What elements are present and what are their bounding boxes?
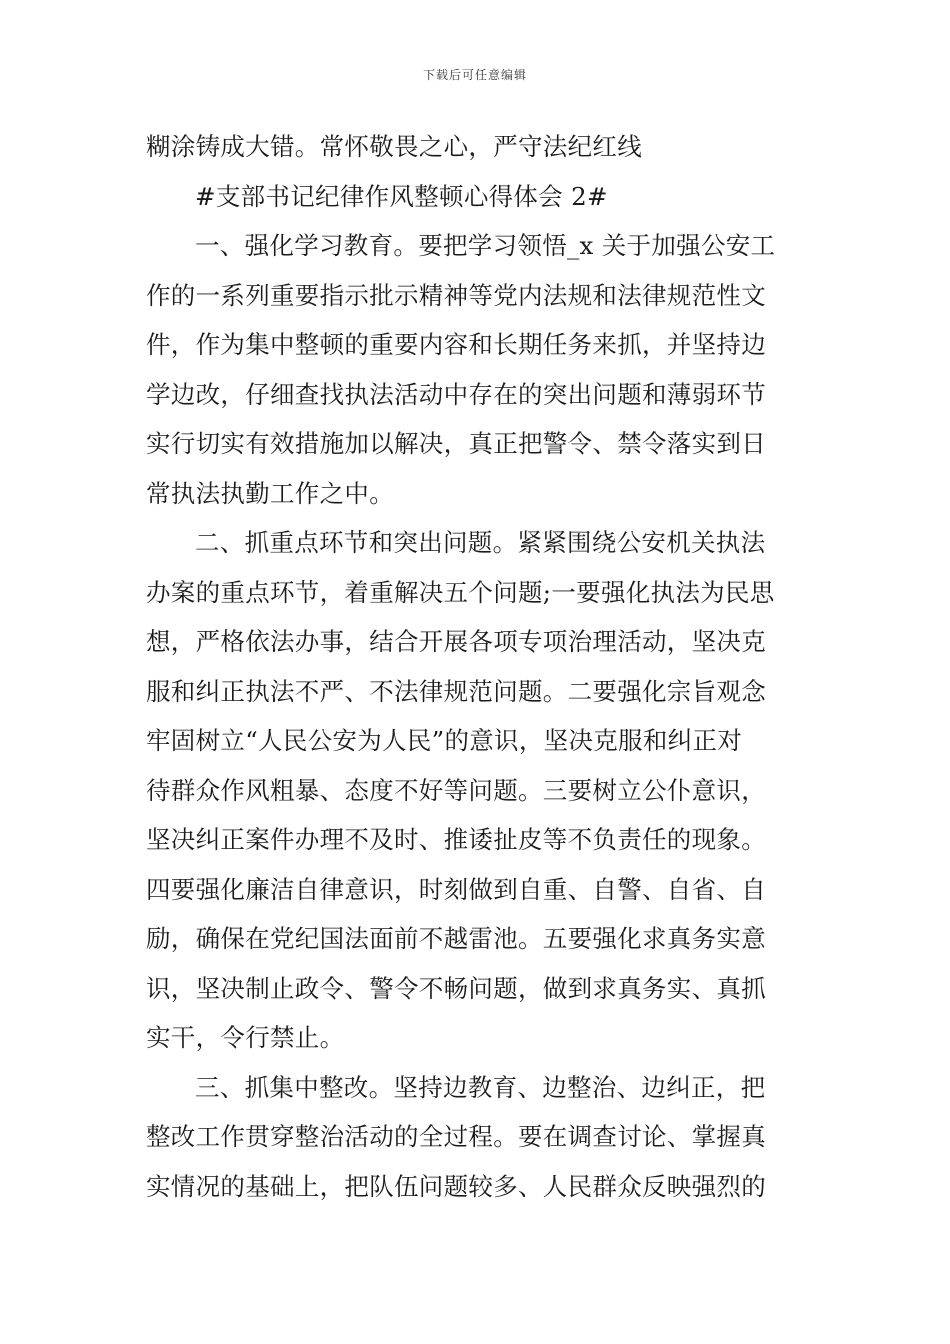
text-line: 整改工作贯穿整治活动的全过程。要在调查讨论、掌握真 [146,1122,766,1151]
text-line: 服和纠正执法不严、不法律规范问题。二要强化宗旨观念 [146,676,766,706]
text-line: 糊涂铸成大错。常怀敬畏之心，严守法纪红线 [146,132,642,161]
text-line: 一、强化学习教育。要把学习领悟_x 关于加强公安工 [195,231,776,260]
text-line: 作的一系列重要指示批示精神等党内法规和法律规范性文 [146,280,766,310]
text-line: 件，作为集中整顿的重要内容和长期任务来抓，并坚持边 [146,330,766,359]
text-line: 坚决纠正案件办理不及时、推诿扯皮等不负责任的现象。 [146,825,766,854]
text-line: 办案的重点环节，着重解决五个问题;一要强化执法为民思 [146,577,775,607]
text-line: 牢固树立“人民公安为人民”的意识，坚决克服和纠正对 [146,726,743,755]
text-line: 四要强化廉洁自律意识，时刻做到自重、自警、自省、自 [146,874,766,904]
text-line: #支部书记纪律作风整顿心得体会 2# [195,181,608,211]
text-line: 实干，令行禁止。 [146,1023,345,1052]
text-line: 想，严格依法办事，结合开展各项专项治理活动，坚决克 [146,627,766,656]
page-header-note: 下载后可任意编辑 [422,68,527,82]
text-line: 二、抓重点环节和突出问题。紧紧围绕公安机关执法 [195,528,766,557]
text-line: 励，确保在党纪国法面前不越雷池。五要强化求真务实意 [146,924,766,953]
document-body [146,122,810,1211]
text-line: 待群众作风粗暴、态度不好等问题。三要树立公仆意识， [146,775,766,805]
text-line: 学边改，仔细查找执法活动中存在的突出问题和薄弱环节 [146,379,766,409]
text-line: 常执法执勤工作之中。 [146,478,394,508]
text-line: 实行切实有效措施加以解决，真正把警令、禁令落实到日 [146,429,766,458]
text-line: 实情况的基础上，把队伍问题较多、人民群众反映强烈的 [146,1171,766,1201]
text-line: 识，坚决制止政令、警令不畅问题，做到求真务实、真抓 [146,973,766,1003]
text-line: 三、抓集中整改。坚持边教育、边整治、边纠正，把 [195,1072,766,1102]
